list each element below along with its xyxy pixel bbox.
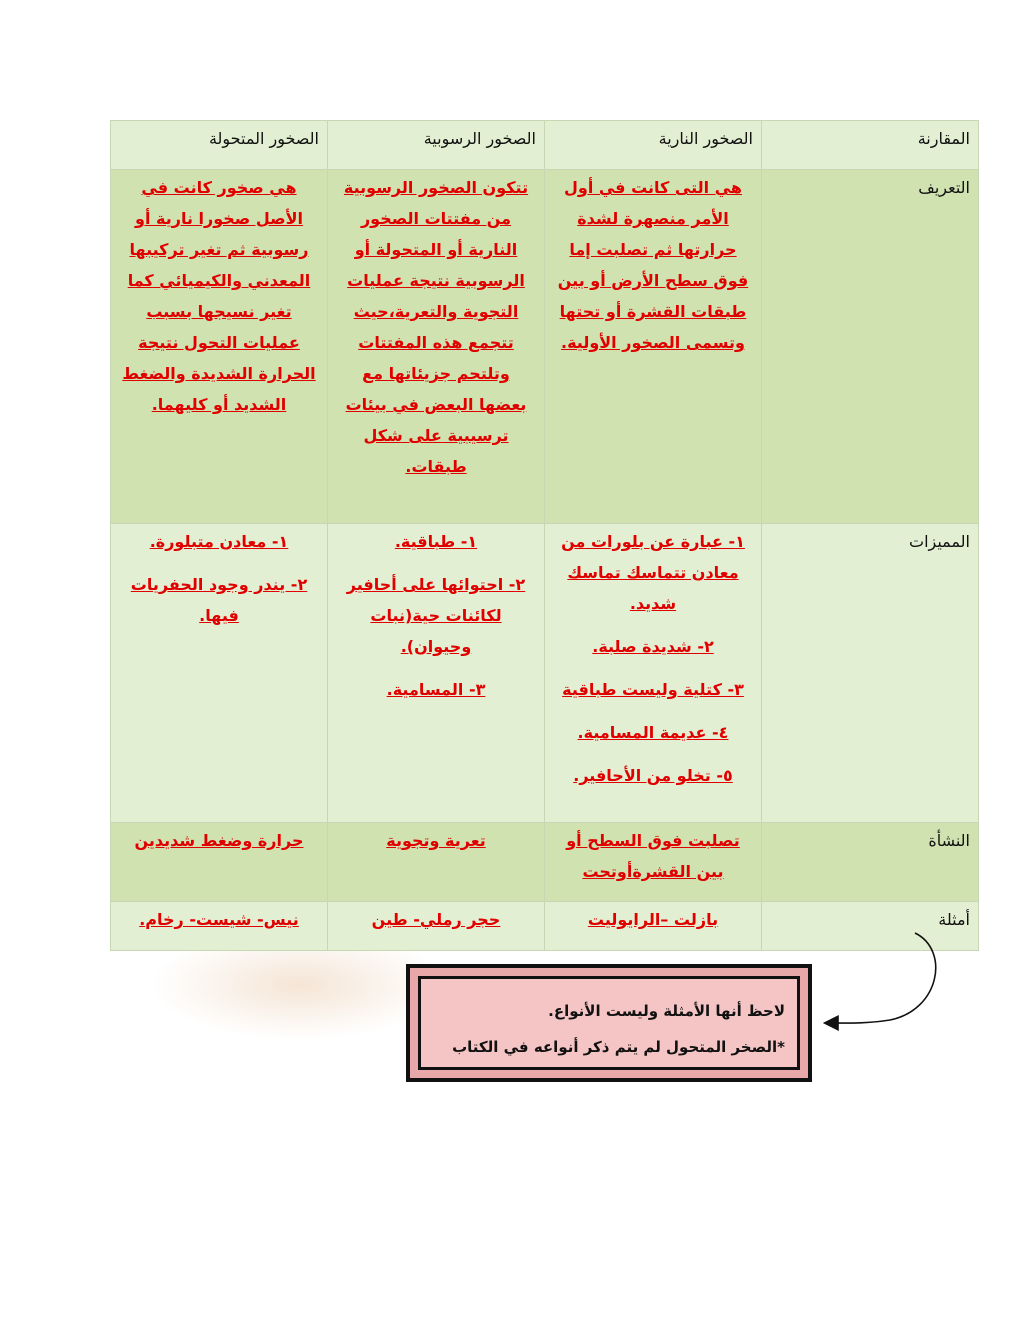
definition-label: التعريف: [762, 170, 979, 524]
header-igneous: الصخور النارية: [545, 121, 762, 170]
note-line-examples: لاحظ أنها الأمثلة وليست الأنواع.: [548, 1002, 785, 1020]
definition-sedimentary-cell: [328, 170, 545, 524]
features-igneous-item: ٥- تخلو من الأحافير.: [573, 766, 733, 785]
origin-sedimentary-cell: [328, 823, 545, 902]
curved-arrow-icon: [810, 925, 950, 1035]
features-label: المميزات: [762, 524, 979, 823]
features-sedimentary-item: ٣- المسامية.: [386, 680, 486, 699]
examples-metamorphic: نيس- شيست- رخام.: [139, 910, 299, 929]
header-comparison: المقارنة: [762, 121, 979, 170]
origin-label: النشأة: [762, 823, 979, 902]
features-igneous-list: [553, 526, 753, 791]
origin-metamorphic-cell: [111, 823, 328, 902]
examples-sedimentary-cell: [328, 902, 545, 951]
features-metamorphic-list: [119, 526, 319, 631]
header-metamorphic: الصخور المتحولة: [111, 121, 328, 170]
definition-metamorphic: هي صخور كانت في الأصل صخورا نارية أو رسوبية ثم تغير تركيبها المعدني والكيميائي كما تغير نسيجها بسبب عمليات التحول نتيجة الحرارة الشديدة والضغط الشديد أو كليهما.: [122, 178, 316, 414]
note-line-metamorphic: *الصخر المتحول لم يتم ذكر أنواعه في الكتاب: [452, 1038, 785, 1056]
features-sedimentary-item: ٢- احتوائها على أحافير لكائنات حية(نبات وحيوان).: [346, 575, 526, 656]
note-inner: [418, 976, 800, 1070]
features-igneous-item: ٣- كتلية وليست طباقية: [562, 680, 744, 699]
origin-igneous: تصلبت فوق السطح أو بين القشرةأوتحت: [566, 831, 740, 881]
examples-label: أمثلة: [762, 902, 979, 951]
table-header-row: [111, 121, 979, 170]
features-igneous-item: ٤- عديمة المسامية.: [577, 723, 729, 742]
origin-row: [111, 823, 979, 902]
features-metamorphic-item: ١- معادن متبلورة.: [149, 532, 289, 551]
features-sedimentary-list: [336, 526, 536, 705]
features-igneous-item: ٢- شديدة صلبة.: [592, 637, 714, 656]
note-box: [406, 964, 812, 1082]
features-igneous-cell: [545, 524, 762, 823]
features-row: [111, 524, 979, 823]
rocks-comparison-table: [110, 120, 979, 951]
features-igneous-item: ١- عبارة عن بلورات من معادن تتماسك تماسك شديد.: [561, 532, 745, 613]
examples-igneous: بازلت –الرايوليت: [587, 910, 719, 929]
definition-metamorphic-cell: [111, 170, 328, 524]
examples-metamorphic-cell: [111, 902, 328, 951]
definition-igneous-cell: [545, 170, 762, 524]
features-sedimentary-item: ١- طباقية.: [394, 532, 478, 551]
definition-sedimentary: تتكون الصخور الرسوبية من مفتتات الصخور النارية أو المتحولة أو الرسوبية نتيجة عمليات التجوية والتعرية،حيث تتجمع هذه المفتتات وتلتحم جزيئاتها مع بعضها البعض في بيئات ترسيبية على شكل طبقات.: [343, 178, 529, 476]
header-sedimentary: الصخور الرسوبية: [328, 121, 545, 170]
features-sedimentary-cell: [328, 524, 545, 823]
examples-igneous-cell: [545, 902, 762, 951]
origin-metamorphic: حرارة وضغط شديدين: [134, 831, 304, 850]
features-metamorphic-item: ٢- يندر وجود الحفريات فيها.: [130, 575, 308, 625]
features-metamorphic-cell: [111, 524, 328, 823]
origin-igneous-cell: [545, 823, 762, 902]
origin-sedimentary: تعرية وتجوية: [386, 831, 486, 850]
examples-sedimentary: حجر رملي- طين: [371, 910, 501, 929]
definition-row: [111, 170, 979, 524]
definition-igneous: هي التى كانت في أول الأمر منصهرة لشدة حرارتها ثم تصلبت إما فوق سطح الأرض أو بين طبقات القشرة أو تحتها وتسمى الصخور الأولية.: [557, 178, 749, 352]
